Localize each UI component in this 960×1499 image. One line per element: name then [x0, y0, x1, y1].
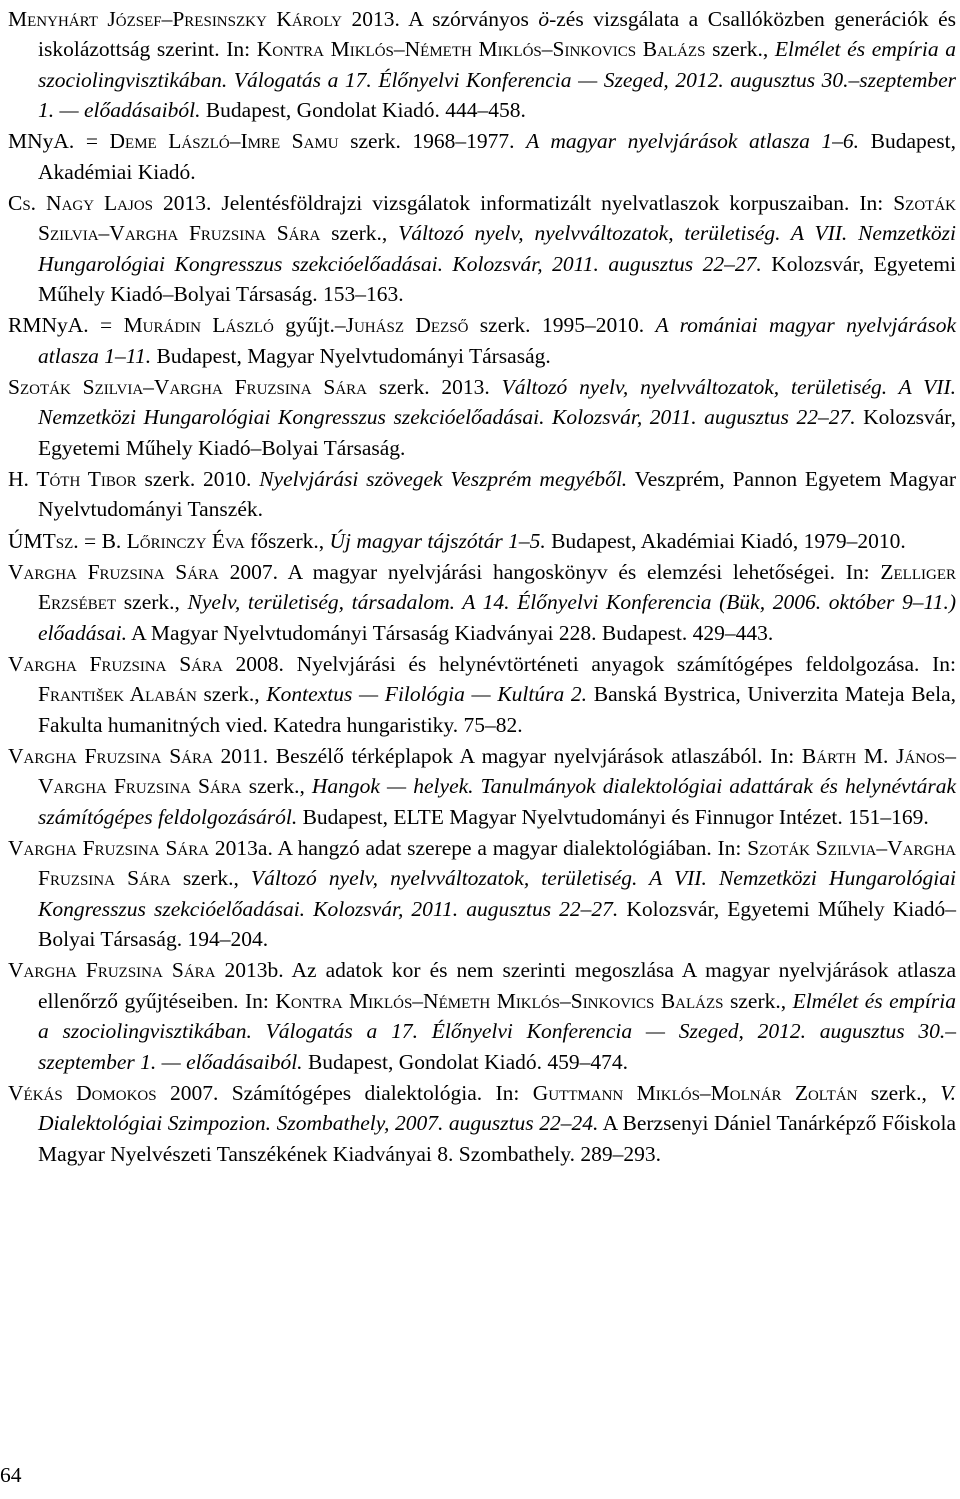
- author-names: Vargha Fruzsina Sára: [8, 835, 210, 860]
- reference-text: Kolozsvár, Egyetemi Műhely Kiadó–Bolyai Társaság.: [38, 405, 956, 460]
- reference-entry: [8, 372, 956, 463]
- author-names: Juhász Dezső: [345, 313, 469, 338]
- author-names: Kontra Miklós–Németh Miklós–Sinkovics Balázs: [256, 37, 706, 62]
- author-names: Szoták Szilvia–Vargha Fruzsina Sára: [38, 835, 957, 891]
- reference-text: MNyA. =: [8, 129, 110, 154]
- author-names: B. Lőrinczy Éva: [101, 528, 245, 553]
- reference-entry: [8, 310, 956, 371]
- reference-text: A Berzsenyi Dániel Tanárképző Főiskola Magyar Nyelvészeti Tanszékének Kiadványai 8. Szombathely. 289–293.: [38, 1111, 956, 1166]
- reference-text: 2013a. A hangzó adat szerepe a magyar dialektológiában. In:: [209, 835, 748, 860]
- reference-text: szerk.,: [857, 1080, 941, 1105]
- author-names: Szoták Szilvia–Vargha Fruzsina Sára: [8, 375, 368, 400]
- reference-text: Banská Bystrica, Univerzita Mateja Bela, Fakulta humanitných vied. Katedra hungaristiky. 75–82.: [38, 682, 956, 737]
- reference-entry: [8, 526, 956, 556]
- reference-text: 2007. Számítógépes dialektológia. In:: [156, 1080, 533, 1105]
- author-names: Deme László–Imre Samu: [109, 129, 339, 154]
- reference-entry: [8, 557, 956, 648]
- reference-text: Budapest, Akadémiai Kiadó, 1979–2010.: [545, 528, 906, 553]
- author-names: Bárth M. János–Vargha Fruzsina Sára: [38, 743, 956, 799]
- reference-entry: [8, 126, 956, 187]
- reference-text: 2008. Nyelvjárási és helynévtörténeti anyagok számítógépes feldolgozása. In:: [222, 651, 956, 676]
- reference-text: szerk. 2013.: [367, 375, 502, 400]
- reference-text: 2007. A magyar nyelvjárási hangoskönyv és elemzési lehetőségei. In:: [218, 559, 881, 584]
- reference-entry: [8, 1078, 956, 1169]
- author-names: Cs. Nagy Lajos: [8, 191, 154, 216]
- reference-text: szerk. 2010.: [136, 467, 260, 492]
- reference-entry: [8, 649, 956, 740]
- reference-text: Budapest, Akadémiai Kiadó.: [38, 129, 956, 184]
- reference-text: szerk.,: [320, 221, 399, 246]
- reference-text: szerk. 1995–2010.: [468, 313, 656, 338]
- author-names: Vargha Fruzsina Sára: [8, 958, 216, 983]
- author-names: František Alabán: [38, 682, 197, 707]
- reference-text: szerk. 1968–1977.: [338, 129, 527, 154]
- author-names: Murádin László: [123, 313, 274, 338]
- reference-text: 2013b. Az adatok kor és nem szerinti megoszlása A magyar nyelvjárások atlasza ellenőrző gyűjtéseiben. In:: [38, 958, 956, 1013]
- reference-text: szerk.,: [170, 866, 252, 891]
- author-names: Kontra Miklós–Németh Miklós–Sinkovics Balázs: [275, 988, 724, 1013]
- reference-entry: [8, 833, 956, 955]
- work-title: A magyar nyelvjárások atlasza 1–6.: [526, 129, 860, 154]
- author-names: Vargha Fruzsina Sára: [8, 559, 219, 584]
- author-names: Zelliger Erzsébet: [38, 559, 956, 615]
- work-title: A romániai magyar nyelvjárások atlasza 1–11.: [38, 313, 956, 368]
- author-names: ÚMTsz.: [8, 528, 79, 553]
- reference-entry: [8, 464, 956, 525]
- author-names: H. Tóth Tibor: [8, 467, 137, 492]
- reference-text: szerk.,: [723, 988, 793, 1013]
- author-names: Vargha Fruzsina Sára: [8, 743, 213, 768]
- work-title: Kontextus — Filológia — Kultúra 2.: [266, 682, 588, 707]
- reference-text: A Magyar Nyelvtudományi Társaság Kiadványai 228. Budapest. 429–443.: [126, 620, 774, 645]
- reference-text: -zés vizsgálata a Csallóközben generációk és iskolázottság szerint. In:: [38, 7, 956, 62]
- reference-text: RMNyA. =: [8, 313, 124, 338]
- reference-entry: [8, 955, 956, 1077]
- work-title: Elmélet és empíria a szociolingvisztikában. Válogatás a 17. Élőnyelvi Konferencia — Szeged, 2012. augusztus 30.–szeptember 1. — előadásaiból.: [38, 37, 956, 123]
- reference-text: Budapest, Gondolat Kiadó. 459–474.: [302, 1049, 629, 1074]
- work-title: V. Dialektológiai Szimpozion. Szombathely, 2007. augusztus 22–24.: [38, 1080, 957, 1136]
- page-number: 64: [0, 1463, 22, 1487]
- work-title: Változó nyelv, nyelvváltozatok, területiség. A VII. Nemzetközi Hungarológiai Kongresszus szekcióelőadásai. Kolozsvár, 2011. augusztus 22–27.: [38, 221, 956, 276]
- work-title: Nyelvjárási szövegek Veszprém megyéből.: [259, 467, 628, 492]
- work-title: Elmélet és empíria a szociolingvisztikában. Válogatás a 17. Élőnyelvi Konferencia — Szeged, 2012. augusztus 30.–szeptember 1. — előadásaiból.: [38, 988, 956, 1074]
- author-names: Szoták Szilvia–Vargha Fruzsina Sára: [38, 191, 956, 246]
- reference-text: Veszprém, Pannon Egyetem Magyar Nyelvtudományi Tanszék.: [38, 467, 956, 522]
- reference-text: szerk.,: [196, 682, 267, 707]
- work-title: Új magyar tájszótár 1–5.: [329, 528, 546, 553]
- reference-text: 2013. A szórványos: [342, 7, 539, 31]
- reference-text: főszerk.,: [244, 528, 330, 553]
- author-names: Guttmann Miklós–Molnár Zoltán: [532, 1080, 858, 1105]
- reference-text: 2013. Jelentésföldrajzi vizsgálatok informatizált nyelvatlaszok korpuszaiban. In:: [153, 191, 894, 216]
- reference-entry: [8, 741, 956, 832]
- reference-text: Budapest, Magyar Nyelvtudományi Társaság.: [151, 343, 551, 368]
- work-title: Változó nyelv, nyelvváltozatok, területiség. A VII. Nemzetközi Hungarológiai Kongresszus szekcióelőadásai. Kolozsvár, 2011. augusztus 22–27.: [38, 375, 956, 430]
- work-title: Nyelv, területiség, társadalom. A 14. Élőnyelvi Konferencia (Bük, 2006. október 9–11.) előadásai.: [38, 590, 956, 645]
- author-names: Vargha Fruzsina Sára: [8, 651, 223, 676]
- reference-text: Budapest, Gondolat Kiadó. 444–458.: [200, 98, 526, 123]
- reference-text: Kolozsvár, Egyetemi Műhely Kiadó–Bolyai Társaság. 194–204.: [38, 896, 956, 952]
- reference-text: Kolozsvár, Egyetemi Műhely Kiadó–Bolyai Társaság. 153–163.: [38, 251, 956, 307]
- work-title: Változó nyelv, nyelvváltozatok, területiség. A VII. Nemzetközi Hungarológiai Kongresszus szekcióelőadásai. Kolozsvár, 2011. augusztus 22–27.: [38, 866, 956, 921]
- reference-text: szerk.,: [241, 774, 312, 799]
- author-names: Menyhárt József–Presinszky Károly: [8, 7, 343, 31]
- reference-text: =: [78, 528, 102, 553]
- reference-text: gyűjt.–: [273, 313, 346, 338]
- reference-entry: [8, 188, 956, 310]
- work-title: Hangok — helyek. Tanulmányok dialektológiai adattárak és helynévtárak számítógépes feldolgozásáról.: [38, 774, 956, 829]
- reference-text: szerk.,: [116, 590, 188, 615]
- author-names: Vékás Domokos: [8, 1080, 157, 1105]
- work-title: ö: [538, 7, 550, 31]
- reference-text: Budapest, ELTE Magyar Nyelvtudományi és Finnugor Intézet. 151–169.: [297, 804, 929, 829]
- reference-text: szerk.,: [705, 37, 775, 62]
- reference-entry: [8, 4, 956, 126]
- reference-list: [8, 4, 956, 1170]
- reference-text: 2011. Beszélő térképlapok A magyar nyelvjárások atlaszából. In:: [212, 743, 802, 768]
